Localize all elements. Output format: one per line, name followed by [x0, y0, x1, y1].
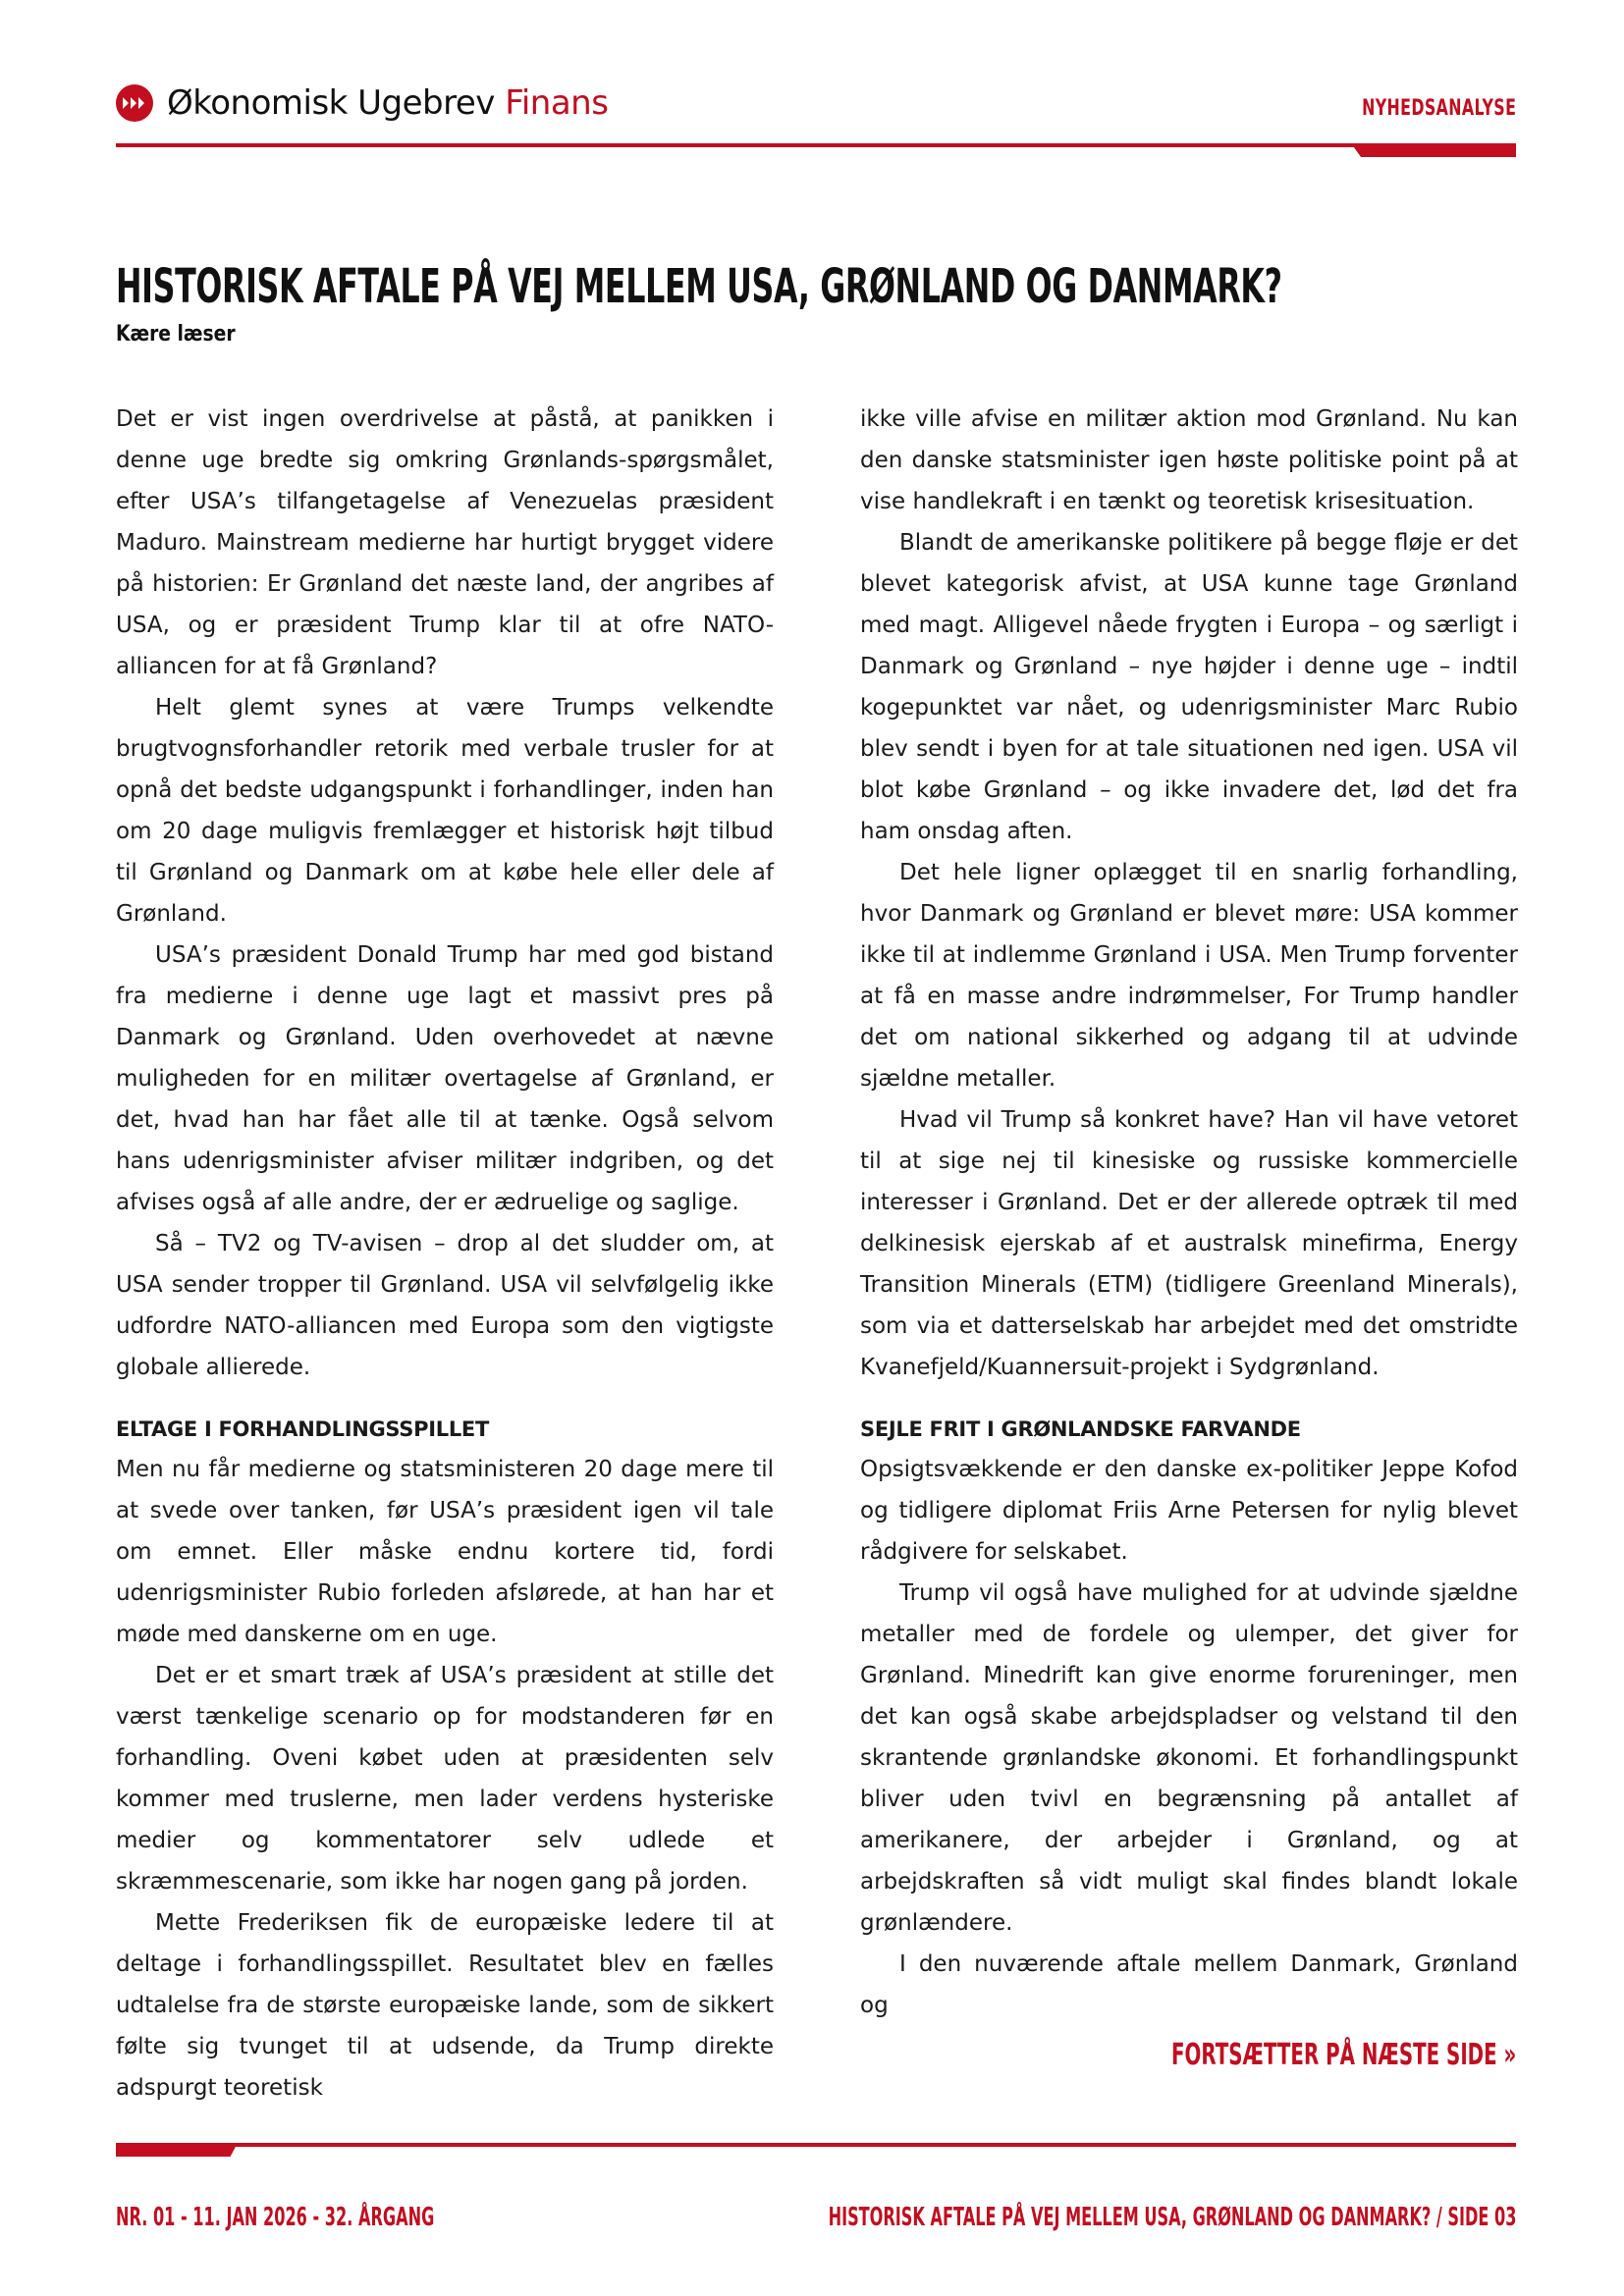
article-headline: HISTORISK AFTALE PÅ VEJ MELLEM USA, GRØNLAND OG DANMARK?: [116, 259, 1282, 315]
footer-divider-tab: [116, 2143, 238, 2157]
brand-main: Økonomisk Ugebrev: [167, 83, 495, 123]
article-paragraph: ikke ville afvise en militær aktion mod Grønland. Nu kan den danske statsminister igen høste politiske point på at vise handlekraft i en tænkt og teoretisk krisesituation.: [860, 406, 1518, 514]
article-paragraph: Det hele ligner oplægget til en snarlig forhandling, hvor Danmark og Grønland er blevet møre: USA kommer ikke til at indlemme Grønland i USA. Men Trump forventer at få en masse andre indrømmelser, For Trump handler det om national sikkerhed og adgang til at udvinde sjældne metaller.: [860, 860, 1518, 1092]
brand-logo[interactable]: [116, 84, 608, 122]
issue-info: NR. 01 - 11. JAN 2026 - 32. ÅRGANG: [116, 2203, 435, 2232]
header-divider-tab: [1351, 143, 1516, 157]
article-paragraph: Hvad vil Trump så konkret have? Han vil have vetoret til at sige nej til kinesiske og russiske kommercielle interesser i Grønland. Det er der allerede optræk til med delkinesisk ejerskab af et australsk minefirma, Energy Transition Minerals (ETM) (tidligere Greenland Minerals), som via et datterselskab har arbejdet med det omstridte Kvanefjeld/Kuannersuit-projekt i Sydgrønland.: [860, 1107, 1518, 1380]
brand-name: [167, 83, 609, 123]
continue-next-page-link[interactable]: FORTSÆTTER PÅ NÆSTE SIDE »: [1170, 2038, 1516, 2072]
article-paragraph: Opsigtsvækkende er den danske ex-politiker Jeppe Kofod og tidligere diplomat Friis Arne Petersen for nylig blevet rådgivere for selskabet.: [860, 1457, 1518, 1565]
article-paragraph: Blandt de amerikanske politikere på begge fløje er det blevet kategorisk afvist, at USA kunne tage Grønland med magt. Alligevel nåede frygten i Europa – og særligt i Danmark og Grønland – nye højder i denne uge – indtil kogepunktet var nået, og udenrigsminister Marc Rubio blev sendt i byen for at tale situationen ned igen. USA vil blot købe Grønland – og ikke invadere det, lød det fra ham onsdag aften.: [860, 530, 1518, 844]
article-paragraph: Det er et smart træk af USA’s præsident at stille det værst tænkelige scenario op for modstanderen før en forhandling. Oveni købet uden at præsidenten selv kommer med truslerne, men lader verdens hysteriske medier og kommentatorer selv udlede et skræmmescenarie, som ikke har nogen gang på jorden.: [116, 1663, 774, 1895]
article-paragraph: USA’s præsident Donald Trump har med god bistand fra medierne i denne uge lagt et massivt pres på Danmark og Grønland. Uden overhovedet at nævne muligheden for en militær overtagelse af Grønland, er det, hvad han har fået alle til at tænke. Også selvom hans udenrigsminister afviser militær indgriben, og det afvises også af alle andre, der er ædruelige og saglige.: [116, 942, 774, 1215]
salutation: Kære læser: [116, 322, 236, 347]
article-paragraph: Det er vist ingen overdrivelse at påstå, at panikken i denne uge bredte sig omkring Grønlands-spørgsmålet, efter USA’s tilfangetagelse af Venezuelas præsident Maduro. Mainstream medierne har hurtigt brygget videre på historien: Er Grønland det næste land, der angribes af USA, og er præsident Trump klar til at ofre NATO-alliancen for at få Grønland?: [116, 406, 774, 679]
header-divider: [116, 143, 1516, 147]
section-label: NYHEDSANALYSE: [1361, 96, 1516, 121]
article-paragraph: Men nu får medierne og statsministeren 20 dage mere til at svede over tanken, før USA’s præsident igen vil tale om emnet. Eller måske endnu kortere tid, fordi udenrigsminister Rubio forleden afslørede, at han har et møde med danskerne om en uge.: [116, 1457, 774, 1647]
section-subheading: ELTAGE I FORHANDLINGSSPILLET: [116, 1417, 489, 1441]
footer-divider: [116, 2143, 1516, 2147]
article-paragraph: Trump vil også have mulighed for at udvinde sjældne metaller med de fordele og ulemper, det giver for Grønland. Minedrift kan give enorme forureninger, men det kan også skabe arbejdspladser og velstand til den skrantende grønlandske økonomi. Et forhandlingspunkt bliver uden tvivl en begrænsning på antallet af amerikanere, der arbejder i Grønland, og at arbejdskraften så vidt muligt skal findes blandt lokale grønlændere.: [860, 1580, 1518, 1936]
article-paragraph: Mette Frederiksen fik de europæiske ledere til at deltage i forhandlingsspillet. Resultatet blev en fælles udtalelse fra de største europæiske lande, som de sikkert følte sig tvunget til at udsende, da Trump direkte adspurgt teoretisk: [116, 1910, 774, 2101]
article-column-left: [116, 399, 774, 2109]
page-header: [116, 79, 1516, 157]
article-paragraph: I den nuværende aftale mellem Danmark, Grønland og: [860, 1951, 1518, 2018]
brand-accent: Finans: [505, 83, 609, 123]
page-info: HISTORISK AFTALE PÅ VEJ MELLEM USA, GRØNLAND OG DANMARK? / SIDE 03: [828, 2203, 1516, 2232]
article-paragraph: Helt glemt synes at være Trumps velkendte brugtvognsforhandler retorik med verbale trusler for at opnå det bedste udgangspunkt i forhandlinger, inden han om 20 dage muligvis fremlægger et historisk højt tilbud til Grønland og Danmark om at købe hele eller dele af Grønland.: [116, 695, 774, 927]
fast-forward-icon-glyph: [122, 96, 147, 110]
section-subheading: SEJLE FRIT I GRØNLANDSKE FARVANDE: [860, 1417, 1301, 1441]
article-paragraph: Så – TV2 og TV-avisen – drop al det sludder om, at USA sender tropper til Grønland. USA vil selvfølgelig ikke udfordre NATO-alliancen med Europa som den vigtigste globale allierede.: [116, 1231, 774, 1380]
fast-forward-icon: [116, 84, 153, 122]
article-column-right: [860, 399, 1518, 2026]
